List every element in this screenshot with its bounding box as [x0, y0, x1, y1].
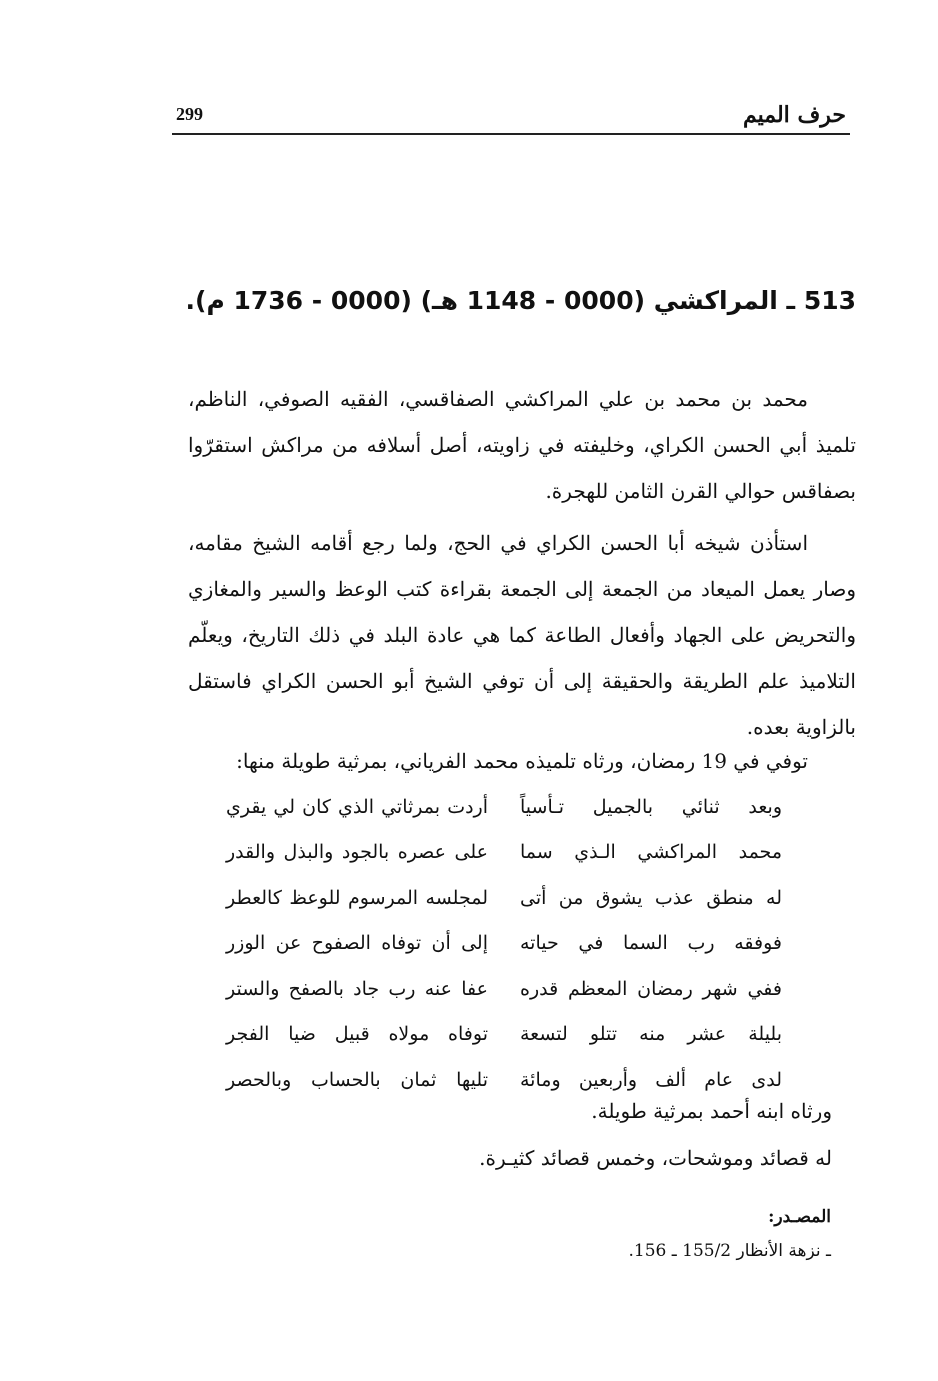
works-note: له قصائد وموشحات، وخمس قصائد كثيـرة. [479, 1146, 832, 1170]
verse-first-hemistich: وبعد ثنائي بالجميل تـأسياً [520, 795, 782, 818]
verse-first-hemistich: بليلة عشر منه تتلو لتسعة [520, 1023, 782, 1046]
biography-paragraph: استأذن شيخه أبا الحسن الكراي في الحج، ولما رجع أقامه الشيخ مقامه، وصار يعمل الميعاد من الجمعة إلى الجمعة بقراءة كتب الوعظ والسير والمغازي والتحريض على الجهاد وأفعال الطاعة كما هي عادة البلد في ذلك التاريخ، ويعلّم التلاميذ علم الطريقة والحقيقة إلى أن توفي الشيخ أبو الحسن الكراي فاستقل بالزاوية بعده. [188, 531, 856, 739]
verse-first-hemistich: ففي شهر رمضان المعظم قدره [520, 977, 782, 1000]
elegy-poem [226, 784, 782, 1103]
son-elegy-note: ورثاه ابنه أحمد بمرثية طويلة. [591, 1099, 832, 1123]
verse-second-hemistich: تليها ثمان بالحساب وبالحصر [226, 1068, 488, 1091]
running-title: حرف الميم [742, 102, 846, 128]
header-rule [172, 133, 850, 135]
verse-second-hemistich: أردت بمرثاتي الذي كان لي يقري [226, 795, 488, 818]
poem-verse [226, 966, 782, 1012]
page-number: 299 [176, 104, 203, 124]
source-item: ـ نزهة الأنظار 155/2 ـ 156. [628, 1241, 831, 1261]
verse-first-hemistich: محمد المراكشي الـذي سما [520, 841, 782, 864]
poem-verse [226, 921, 782, 967]
poem-verse [226, 1012, 782, 1058]
source-heading: المصـدر: [768, 1207, 831, 1227]
verse-second-hemistich: توفاه مولاه قبيل ضيا الفجر [226, 1023, 488, 1046]
verse-first-hemistich: فوفقه رب السما في حياته [520, 932, 782, 955]
poem-verse [226, 875, 782, 921]
verse-second-hemistich: على عصره بالجود والبذل والقدر [226, 841, 488, 864]
poem-verse [226, 830, 782, 876]
biography-paragraph: محمد بن محمد بن علي المراكشي الصفاقسي، الفقيه الصوفي، الناظم، تلميذ أبي الحسن الكراي، وخليفته في زاويته، أصل أسلافه من مراكش استقرّوا بصفاقس حوالي القرن الثامن للهجرة. [188, 387, 856, 503]
page-header [172, 100, 850, 136]
verse-second-hemistich: إلى أن توفاه الصفوح عن الوزر [226, 932, 488, 955]
verse-first-hemistich: له منطق عذب يشوق من أتى [520, 886, 782, 909]
verse-second-hemistich: عفا عنه رب جاد بالصفح والستر [226, 977, 488, 1000]
entry-title: 513 ـ المراكشي (0000 - 1148 هـ) (0000 - 1736 م). [185, 286, 856, 315]
elegy-intro: توفي في 19 رمضان، ورثاه تلميذه محمد الفرياني، بمرثية طويلة منها: [236, 749, 808, 773]
verse-first-hemistich: لدى عام ألف وأربعين ومائة [520, 1068, 782, 1091]
poem-verse [226, 784, 782, 830]
verse-second-hemistich: لمجلسه المرسوم للوعظ كالعطر [226, 886, 488, 909]
